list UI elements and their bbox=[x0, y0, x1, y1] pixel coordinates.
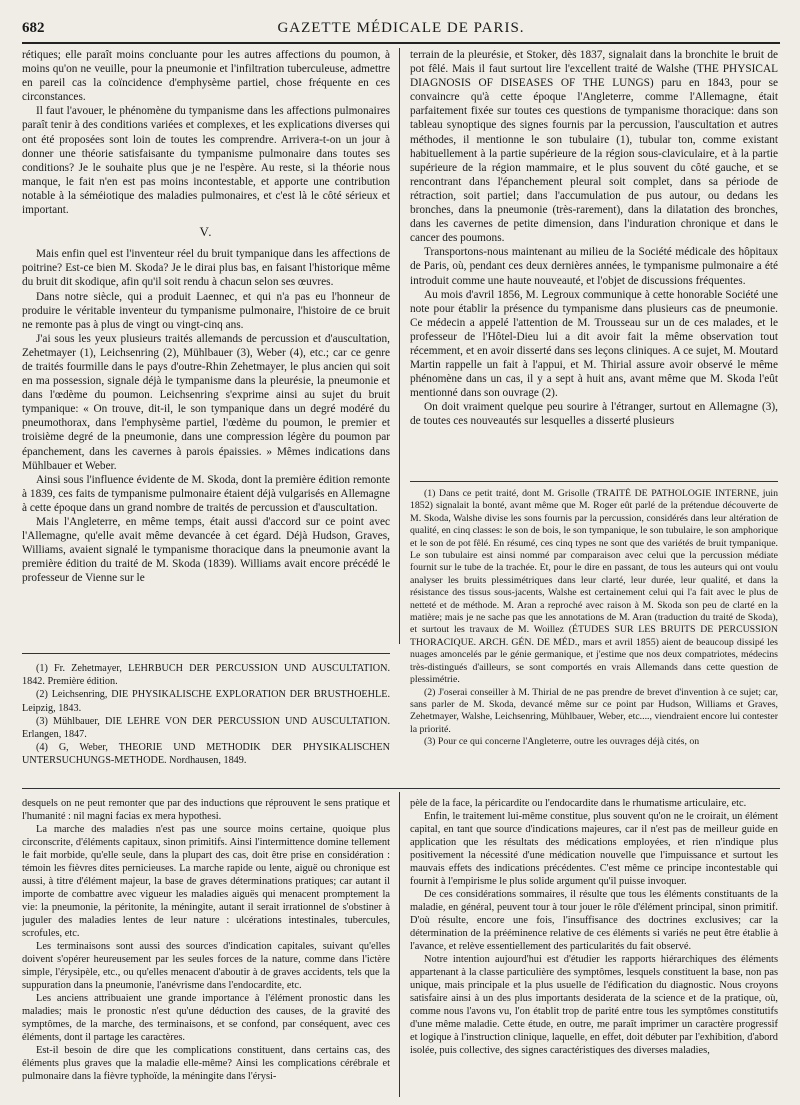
footnote: (3) Pour ce qui concerne l'Angleterre, outre les ouvrages déjà cités, on bbox=[424, 736, 700, 748]
top-left-column bbox=[22, 48, 390, 646]
header-rule bbox=[22, 42, 780, 44]
paragraph: Au mois d'avril 1856, M. Legroux communique à cette honorable Société une note pour établir la présence du tympanisme dans plusieurs cas de pneumonie. Ce médecin a appelé l'attention de M. Trousseau sur un de ces malades, et le professeur de l'Hôtel-Dieu lui a dit avoir fait la même observation tout récemment, et en avoir disserté dans ses leçons cliniques. A ce sujet, M. Moutard Martin rappelle un fait à l'appui, et M. Thirial assure avoir observé le même phénomène dans un cas, il y a sept à huit ans, avant même que M. Skoda l'eût mentionné dans son ouvrage (2). bbox=[410, 288, 778, 400]
column-divider bbox=[399, 792, 400, 1097]
page-number: 682 bbox=[22, 20, 45, 36]
paragraph: pèle de la face, la péricardite ou l'endocardite dans le rhumatisme articulaire, etc. bbox=[410, 798, 747, 809]
paragraph: Les anciens attribuaient une grande importance à l'élément pronostic dans les maladies; mais le pronostic n'est qu'une déduction des causes, de la gravité des symptômes, de la marche, des terminaisons, et se confond, par conséquent, avec ces éléments, dont il partage les caractères. bbox=[22, 993, 390, 1043]
bottom-right-column bbox=[410, 797, 778, 1097]
footnote: (3) Mühlbauer, DIE LEHRE VON DER PERCUSSION UND AUSCULTATION. Erlangen, 1847. bbox=[22, 715, 390, 741]
page-header bbox=[22, 20, 780, 42]
paragraph: Ainsi sous l'influence évidente de M. Skoda, dont la première édition remonte à 1839, ces faits de tympanisme pulmonaire étaient déjà vulgarisés en Allemagne à cette époque dans un grand nombre de traités de percussion et d'auscultation. bbox=[22, 473, 390, 514]
footnotes-right bbox=[410, 488, 778, 788]
paragraph: Notre intention aujourd'hui est d'étudier les rapports hiérarchiques des éléments appartenant à la classe particulière des symptômes, lesquels constituent la base, non pas unique, mais principale et la plus usuelle de l'édification du diagnostic. Nous croyons satisfaire ainsi à un des plus importants desiderata de la science et de la pratique, où, comme nous l'avons vu, l'on établit trop de parité entre tous les symptômes constitutifs d'une même maladie. Cette étude, en outre, me paraît imprimer un caractère progressif et logique à l'instruction clinique, laquelle, en effet, doit débuter par l'exhibition, d'abord isolée, puis collective, des signes caractéristiques des diverses maladies, bbox=[410, 954, 778, 1056]
paragraph: rétiques; elle paraît moins concluante pour les autres affections du poumon, à moins qu'on ne veuille, pour la pneumonie et l'infiltration tuberculeuse, admettre en pareil cas la coïncidence d'emphysème partiel, chose fréquente en ces circonstances. bbox=[22, 49, 390, 104]
top-right-column bbox=[410, 48, 778, 474]
paragraph: De ces considérations sommaires, il résulte que tous les éléments constituants de la maladie, en général, peuvent tour à tour jouer le rôle d'élément principal, sinon primitif. D'où résulte, encore une fois, l'insuffisance des doctrines exclusives; car la détermination de la prééminence relative de ces éléments si variés ne peut être établie à l'avance, et relève essentiellement des particularités du fait observé. bbox=[410, 889, 778, 952]
paragraph: Les terminaisons sont aussi des sources d'indication capitales, suivant qu'elles doivent s'opérer heureusement par les seules forces de la nature, comme dans l'ictère simple, l'érysipèle, etc., ou qu'elles menacent d'aboutir à de graves accidents, tels que la suppuration dans la pneumonie, l'anévrisme dans l'endocardite, etc. bbox=[22, 941, 390, 991]
column-divider bbox=[399, 48, 400, 644]
footnote-rule bbox=[22, 653, 390, 654]
footnote: (2) J'oserai conseiller à M. Thirial de ne pas prendre de brevet d'invention à ce sujet; car, sans parler de M. Skoda, devancé même sur ce point par Hudson, Williams et Graves, Zehetmayer, Walshe, Leichsenring, Mühlbauer, Weber, etc...., viendraient encore lui contester la priorité. bbox=[410, 686, 778, 735]
paragraph: Il faut l'avouer, le phénomène du tympanisme dans les affections pulmonaires paraît tenir à des conditions variées et complexes, et les explications diverses qui ont été proposées sont loin de toutes les comprendre. Arrivera-t-on un jour à donner une théorie satisfaisante du tympanisme pulmonaire dans toutes ses conditions? Je le souhaite plus que je ne l'espère. Au reste, si la théorie nous manque, le fait n'en est pas moins incontestable, et apporte une contribution notable à la séméiotique des maladies pulmonaires, et c'est là le côté sérieux et important. bbox=[22, 105, 390, 217]
paragraph: Dans notre siècle, qui a produit Laennec, et qui n'a pas eu l'honneur de produire le véritable inventeur du tympanisme pulmonaire, l'histoire de ce bruit ne remonte pas à plus de vingt ou vingt-cinq ans. bbox=[22, 290, 390, 331]
paragraph: Mais l'Angleterre, en même temps, était aussi d'accord sur ce point avec l'Allemagne, qu'elle avait même devancée à cet égard. Déjà Hudson, Graves, Williams, avaient signalé le tympanisme thoracique dans la pneumonie avant la première édition du traité de M. Skoda (1839). Williams avait encore précédé le professeur de Vienne sur le bbox=[22, 516, 390, 585]
section-separator bbox=[22, 788, 780, 789]
paragraph: Enfin, le traitement lui-même constitue, plus souvent qu'on ne le croirait, un élément capital, en tant que source d'indications majeures, car il n'est pas de meilleur guide en application que les résultats des médications employées, et rien n'indique plus positivement la nécessité d'une médication nouvelle que l'impuissance et surtout les mauvais effets des indications précédentes. C'est même ce principe incontestable qui fournit à l'empirisme le plus solide argument qu'il puisse invoquer. bbox=[410, 811, 778, 887]
section-heading: V. bbox=[199, 224, 213, 240]
paragraph: terrain de la pleurésie, et Stoker, dès 1837, signalait dans la bronchite le bruit de pot fêlé. Mais il faut surtout lire l'excellent traité de Walshe (THE PHYSICAL DIAGNOSIS OF DISEASES OF THE LUNGS) paru en 1843, pour se convaincre qu'à cette époque l'Angleterre, comme l'Allemagne, était parfaitement fixée sur toutes ces questions de tympanisme thoracique: dans son tableau synoptique des signes fournis par la percussion, l'auscultation et autres méthodes, il mentionne le son tubulaire (1), tubular ton, comme existant habituellement à la partie supérieure de la région sous-claviculaire, et à la partie supérieure de la région mammaire, et le plus souvent du côté gauche, et se rencontrant dans l'épanchement pleural soit complet, dans sa période de rétraction, soit partiel; dans l'accumulation de pus autour, ou dedans les bronches, dans la pneumonie (très-rarement), dans la dilatation des bronches, dans les cavernes de petite dimension, dans l'induration chronique et dans le cancer des poumons. bbox=[410, 49, 778, 245]
running-title: GAZETTE MÉDICALE DE PARIS. bbox=[277, 20, 525, 36]
footnotes-left bbox=[22, 662, 390, 772]
paragraph: Mais enfin quel est l'inventeur réel du bruit tympanique dans les affections de poitrine? Est-ce bien M. Skoda? Je le dirai plus bas, en faisant l'historique même du bruit dit skodique, afin qu'il soit rendu à chacun selon ses œuvres. bbox=[22, 248, 390, 289]
paragraph: Est-il besoin de dire que les complications constituent, dans certains cas, des éléments plus graves que la maladie elle-même? Ainsi les complications cérébrale et pulmonaire dans la fièvre typhoïde, la méningite dans l'érysi- bbox=[22, 1045, 390, 1082]
paragraph: J'ai sous les yeux plusieurs traités allemands de percussion et d'auscultation, Zehetmayer (1), Leichsenring (2), Mühlbauer (3), Weber (4), etc.; car ce genre de traités fourmille dans le pays d'outre-Rhin Zehetmayer, le plus ancien qui soit en ma possession, signale déjà le tympanisme dans la pleurésie, la pneumonie et dans l'œdème du poumon. Leichsenring s'exprime ainsi au sujet du bruit tympanique: « On trouve, dit-il, le son tympanique dans un degré modéré du pneumothorax, dans l'emphysème partiel, l'œdème du poumon, le premier et troisième degré de la pneumonie, dans une compression légère du poumon par épanchement, dans les cavernes à parois épaissies. » Mêmes indications dans Mühlbauer et Weber. bbox=[22, 332, 390, 472]
footnote: (1) Dans ce petit traité, dont M. Grisolle (TRAITÉ DE PATHOLOGIE INTERNE, juin 1852) signalait la bonté, avant même que M. Roger eût parlé de la prétendue découverte de M. Skoda, Walshe divise les sons fournis par la percussion, considérés dans leur altération de qualité, en cinq classes: le son de bois, le son tympanique, le son tubulaire, le son amphorique et le son de pot fêlé. En résumé, ces cinq types ne sont que des variétés de bruit tympanique. Le son tubulaire est ainsi nommé par comparaison avec celui que la percussion médiate fournit sur le tube de la trachée. Et, pour le dire en passant, de tous les auteurs qui ont voulu analyser les bruits plessimétriques dans leur clarté, leur durée, leur qualité, et dans la résistance des tissus sous-jacents, Walshe est certainement celui qui l'a fait avec le plus de netteté et de méthode. M. Aran a reproché avec raison à M. Skoda son peu de clarté en la matière; mais je ne sache pas que les annotations de M. Aran (traduction du traité de Skoda), et surtout les travaux de M. Woillez (ÉTUDES SUR LES BRUITS DE PERCUSSION THORACIQUE. ARCH. GÉN. DE MÉD., mars et avril 1855) aient de beaucoup dissipé les nuages amoncelés par le génie germanique, et j'estime que nos deux compatriotes, médecins très-distingués d'ailleurs, se sont comportés en vrais Allemands dans cette question de plessimétrie. bbox=[410, 488, 778, 686]
paragraph: Transportons-nous maintenant au milieu de la Société médicale des hôpitaux de Paris, où, pendant ces deux dernières années, le tympanisme pulmonaire a été introduit comme une haute nouveauté, et l'objet de discussions fréquentes. bbox=[410, 246, 778, 287]
paragraph: On doit vraiment quelque peu sourire à l'étranger, surtout en Allemagne (3), de toutes ces nouveautés sur lesquelles a disserté plusieurs bbox=[410, 401, 778, 428]
paragraph: desquels on ne peut remonter que par des inductions que réprouvent le sens pratique et l'humanité : nil magni facias ex mera hypothesi. bbox=[22, 798, 390, 822]
footnote: (1) Fr. Zehetmayer, LEHRBUCH DER PERCUSSION UND AUSCULTATION. 1842. Première édition. bbox=[22, 663, 390, 688]
bottom-left-column bbox=[22, 797, 390, 1097]
footnote-rule bbox=[410, 481, 778, 482]
footnote: (2) Leichsenring, DIE PHYSIKALISCHE EXPLORATION DER BRUSTHOEHLE. Leipzig, 1843. bbox=[22, 689, 390, 714]
footnote: (4) G, Weber, THEORIE UND METHODIK DER PHYSIKALISCHEN UNTERSUCHUNGS-METHODE. Nordhausen, 1849. bbox=[22, 742, 390, 767]
paragraph: La marche des maladies n'est pas une source moins certaine, quoique plus circonscrite, d'éléments capitaux, sinon primitifs. Ainsi l'intermittence domine tellement le fait morbide, qu'elle seule, dans la plupart des cas, doit être prise en considération : témoin les fièvres dites pernicieuses. La marche rapide ou lente, aiguë ou chronique est aussi, à titre d'élément majeur, la base de graves déterminations pratiques; car autant il importe de combattre avec vigueur les maladies aiguës qui menacent promptement la vie: la pneumonie, la péritonite, la méningite, autant il serait irrationnel de s'obstiner à juguler des maladies lentes de leur nature : ulcérations intestinales, tubercules, scrofules, etc. bbox=[22, 824, 390, 939]
